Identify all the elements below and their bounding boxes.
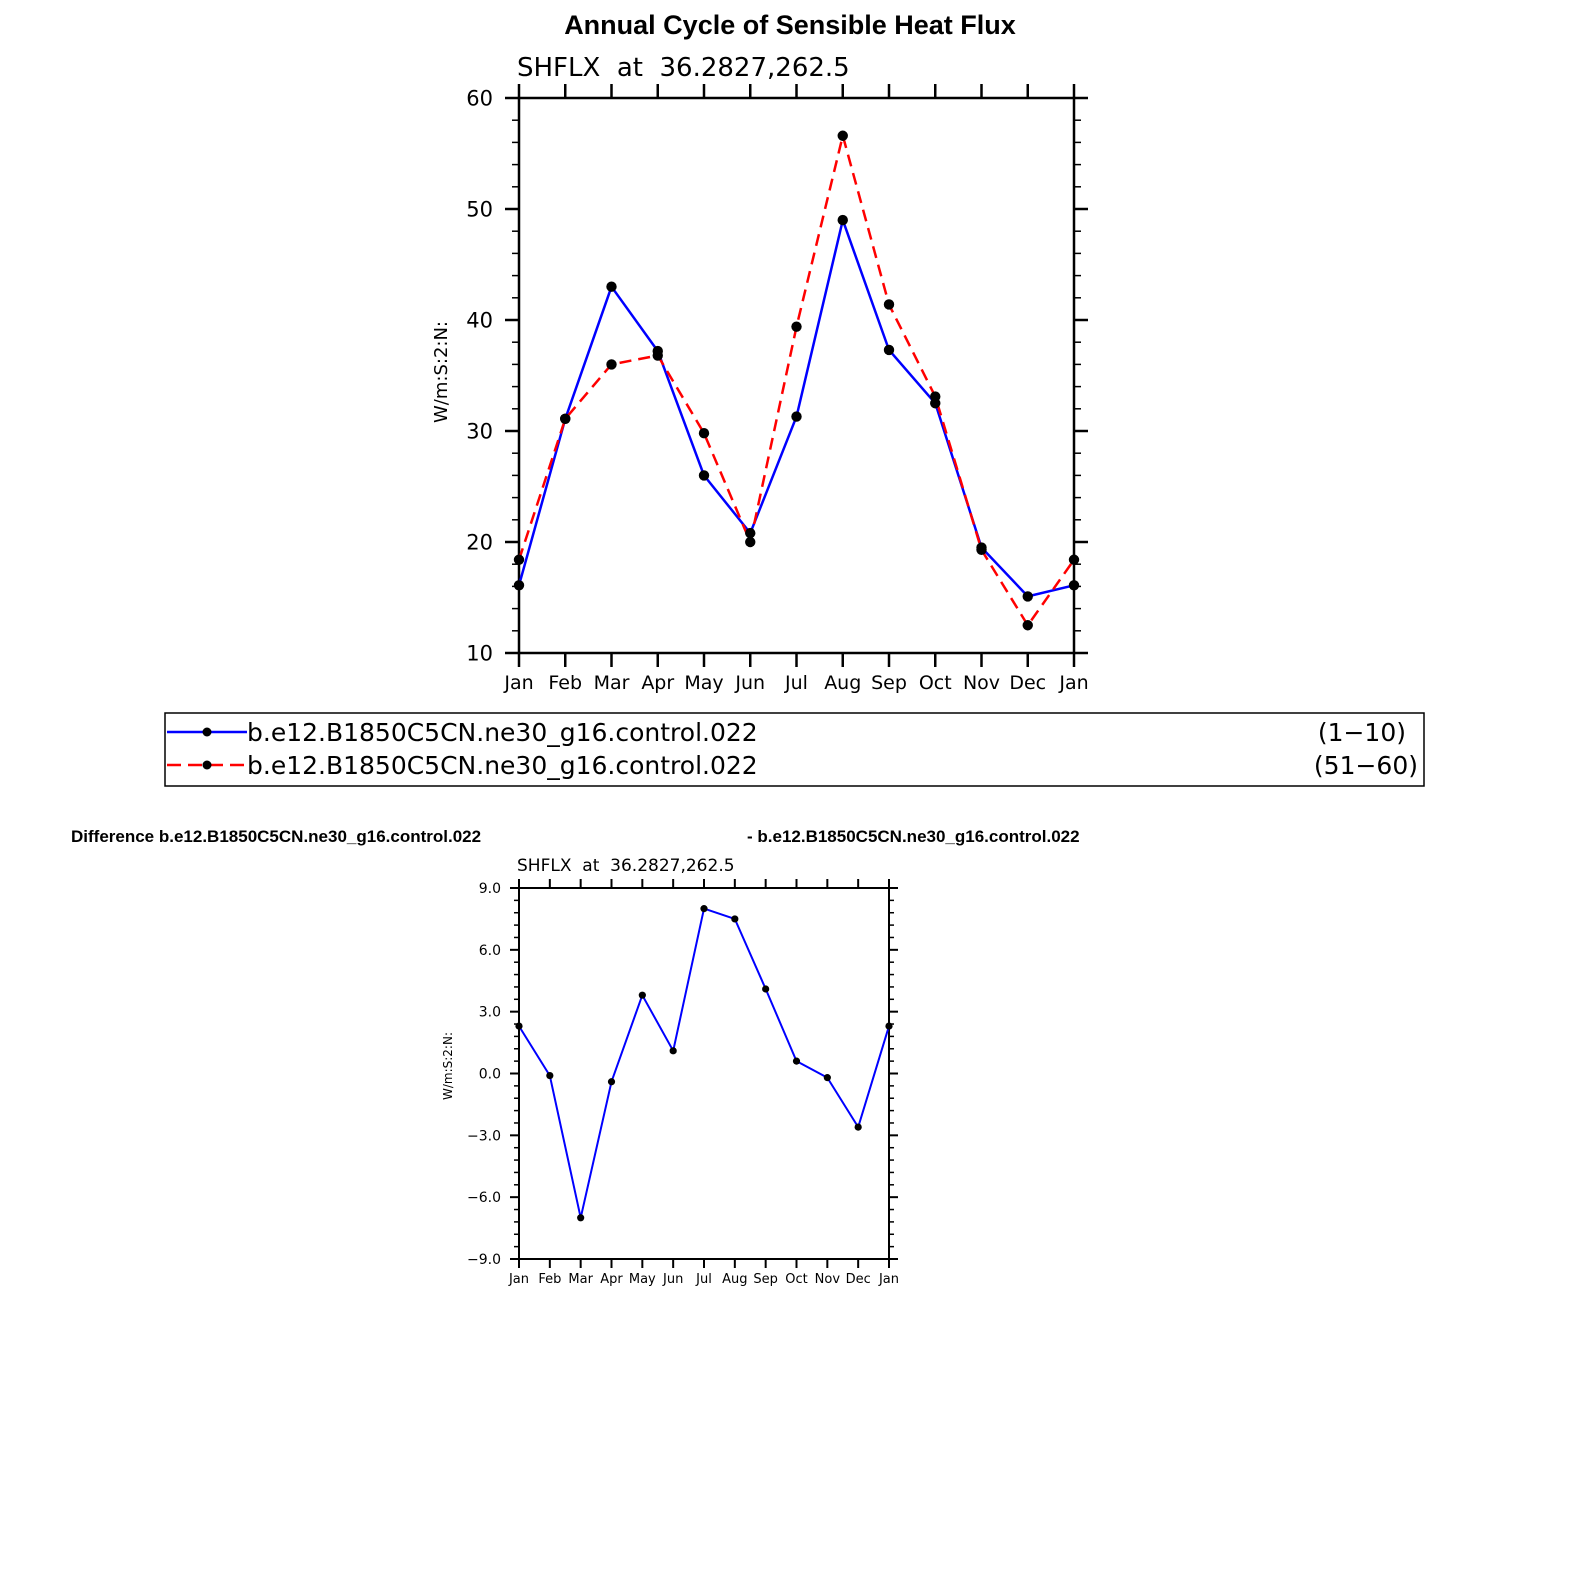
legend-years-series-2: (51−60) xyxy=(1313,751,1418,780)
bottom-plot-frame xyxy=(519,888,889,1259)
bottom-series-1-point xyxy=(885,1022,892,1029)
top-series-2-point xyxy=(653,350,663,360)
bottom-series-1-point xyxy=(762,985,769,992)
bottom-series-1-point xyxy=(670,1047,677,1054)
bottom-ytick-label: 0.0 xyxy=(478,1066,501,1083)
bottom-series-1-point xyxy=(824,1074,831,1081)
top-xtick-label: Feb xyxy=(548,672,583,694)
top-ytick-label: 30 xyxy=(466,419,493,444)
top-ytick-label: 10 xyxy=(466,641,493,666)
bottom-xtick-label: Jan xyxy=(508,1272,530,1287)
bottom-xtick-label: Jan xyxy=(878,1272,900,1287)
top-series-1-point xyxy=(791,411,801,421)
top-ytick-label: 40 xyxy=(466,308,493,333)
top-series-1-point xyxy=(884,345,894,355)
top-series-1-point xyxy=(1023,591,1033,601)
top-series-1-point xyxy=(606,282,616,292)
top-series-2-point xyxy=(1069,555,1079,565)
top-series-1-point xyxy=(1069,580,1079,590)
bottom-series-1-point xyxy=(639,992,646,999)
top-series-2-point xyxy=(838,131,848,141)
bottom-ytick-label: 6.0 xyxy=(478,942,501,959)
bottom-xtick-label: Feb xyxy=(538,1272,562,1287)
top-xtick-label: Sep xyxy=(871,672,907,694)
bottom-series-1-point xyxy=(700,905,707,912)
legend xyxy=(165,713,1424,786)
bottom-xtick-label: Jun xyxy=(663,1272,684,1287)
top-series-2-point xyxy=(930,391,940,401)
legend-label-series-1: b.e12.B1850C5CN.ne30_g16.control.022 xyxy=(247,718,758,747)
top-ytick-label: 60 xyxy=(466,86,493,111)
bottom-xtick-label: Mar xyxy=(568,1272,593,1287)
top-series-1-point xyxy=(699,470,709,480)
bottom-xtick-label: Aug xyxy=(722,1272,748,1287)
bottom-chart-ylabel: W/m:S:2:N: xyxy=(441,1032,455,1100)
top-series-2-point xyxy=(606,359,616,369)
top-xtick-label: Jul xyxy=(785,672,808,694)
legend-marker-series-1 xyxy=(203,728,212,737)
top-series-1-point xyxy=(838,215,848,225)
top-line-chart xyxy=(431,53,1089,694)
bottom-series-1-point xyxy=(855,1123,862,1130)
bottom-series-1-point xyxy=(793,1058,800,1065)
top-xtick-label: Oct xyxy=(918,672,952,694)
top-xtick-label: Dec xyxy=(1009,672,1047,694)
top-series-1-point xyxy=(514,580,524,590)
bottom-series-1-point xyxy=(546,1072,553,1079)
bottom-xtick-label: Apr xyxy=(600,1272,623,1287)
bottom-ytick-label: 9.0 xyxy=(478,881,501,898)
bottom-chart-subtitle: SHFLX at 36.2827,262.5 xyxy=(517,856,735,876)
top-ytick-label: 50 xyxy=(466,197,493,222)
top-xtick-label: May xyxy=(684,672,724,694)
legend-label-series-2: b.e12.B1850C5CN.ne30_g16.control.022 xyxy=(247,751,758,780)
top-series-line-1 xyxy=(519,220,1074,596)
bottom-xtick-label: Oct xyxy=(785,1272,808,1287)
top-series-2-point xyxy=(514,555,524,565)
difference-line-chart xyxy=(441,856,899,1287)
top-series-2-point xyxy=(745,537,755,547)
top-chart-subtitle: SHFLX at 36.2827,262.5 xyxy=(517,53,850,83)
bottom-ytick-label: 3.0 xyxy=(478,1004,501,1021)
top-series-1-point xyxy=(745,528,755,538)
bottom-series-1-point xyxy=(731,915,738,922)
bottom-ytick-label: −3.0 xyxy=(467,1128,501,1145)
top-xtick-label: Jan xyxy=(504,672,534,694)
bottom-xtick-label: May xyxy=(628,1272,656,1287)
bottom-series-1-point xyxy=(608,1078,615,1085)
bottom-xtick-label: Dec xyxy=(845,1272,871,1287)
top-xtick-label: Jun xyxy=(735,672,766,694)
bottom-series-line-1 xyxy=(519,909,889,1218)
top-series-2-point xyxy=(976,545,986,555)
bottom-xtick-label: Sep xyxy=(753,1272,778,1287)
top-xtick-label: Mar xyxy=(593,672,630,694)
top-series-2-point xyxy=(791,321,801,331)
bottom-xtick-label: Nov xyxy=(814,1272,841,1287)
bottom-xtick-label: Jul xyxy=(696,1272,712,1287)
top-series-2-point xyxy=(699,428,709,438)
figure-title: Annual Cycle of Sensible Heat Flux xyxy=(564,10,1016,40)
top-xtick-label: Aug xyxy=(824,672,862,694)
difference-label-right: - b.e12.B1850C5CN.ne30_g16.control.022 xyxy=(747,827,1080,846)
top-series-2-point xyxy=(884,299,894,309)
difference-label-left: Difference b.e12.B1850C5CN.ne30_g16.control.022 xyxy=(71,827,482,846)
bottom-series-1-point xyxy=(577,1214,584,1221)
legend-years-series-1: (1−10) xyxy=(1317,718,1406,747)
top-ytick-label: 20 xyxy=(466,530,493,555)
top-series-line-2 xyxy=(519,136,1074,626)
top-xtick-label: Jan xyxy=(1059,672,1089,694)
top-series-2-point xyxy=(560,414,570,424)
bottom-ytick-label: −9.0 xyxy=(467,1252,501,1269)
top-series-2-point xyxy=(1023,620,1033,630)
top-plot-frame xyxy=(519,98,1074,653)
bottom-series-1-point xyxy=(515,1022,522,1029)
top-xtick-label: Apr xyxy=(641,672,675,694)
legend-marker-series-2 xyxy=(203,761,212,770)
bottom-ytick-label: −6.0 xyxy=(467,1190,501,1207)
top-xtick-label: Nov xyxy=(962,672,1001,694)
top-chart-ylabel: W/m:S:2:N: xyxy=(431,321,452,423)
